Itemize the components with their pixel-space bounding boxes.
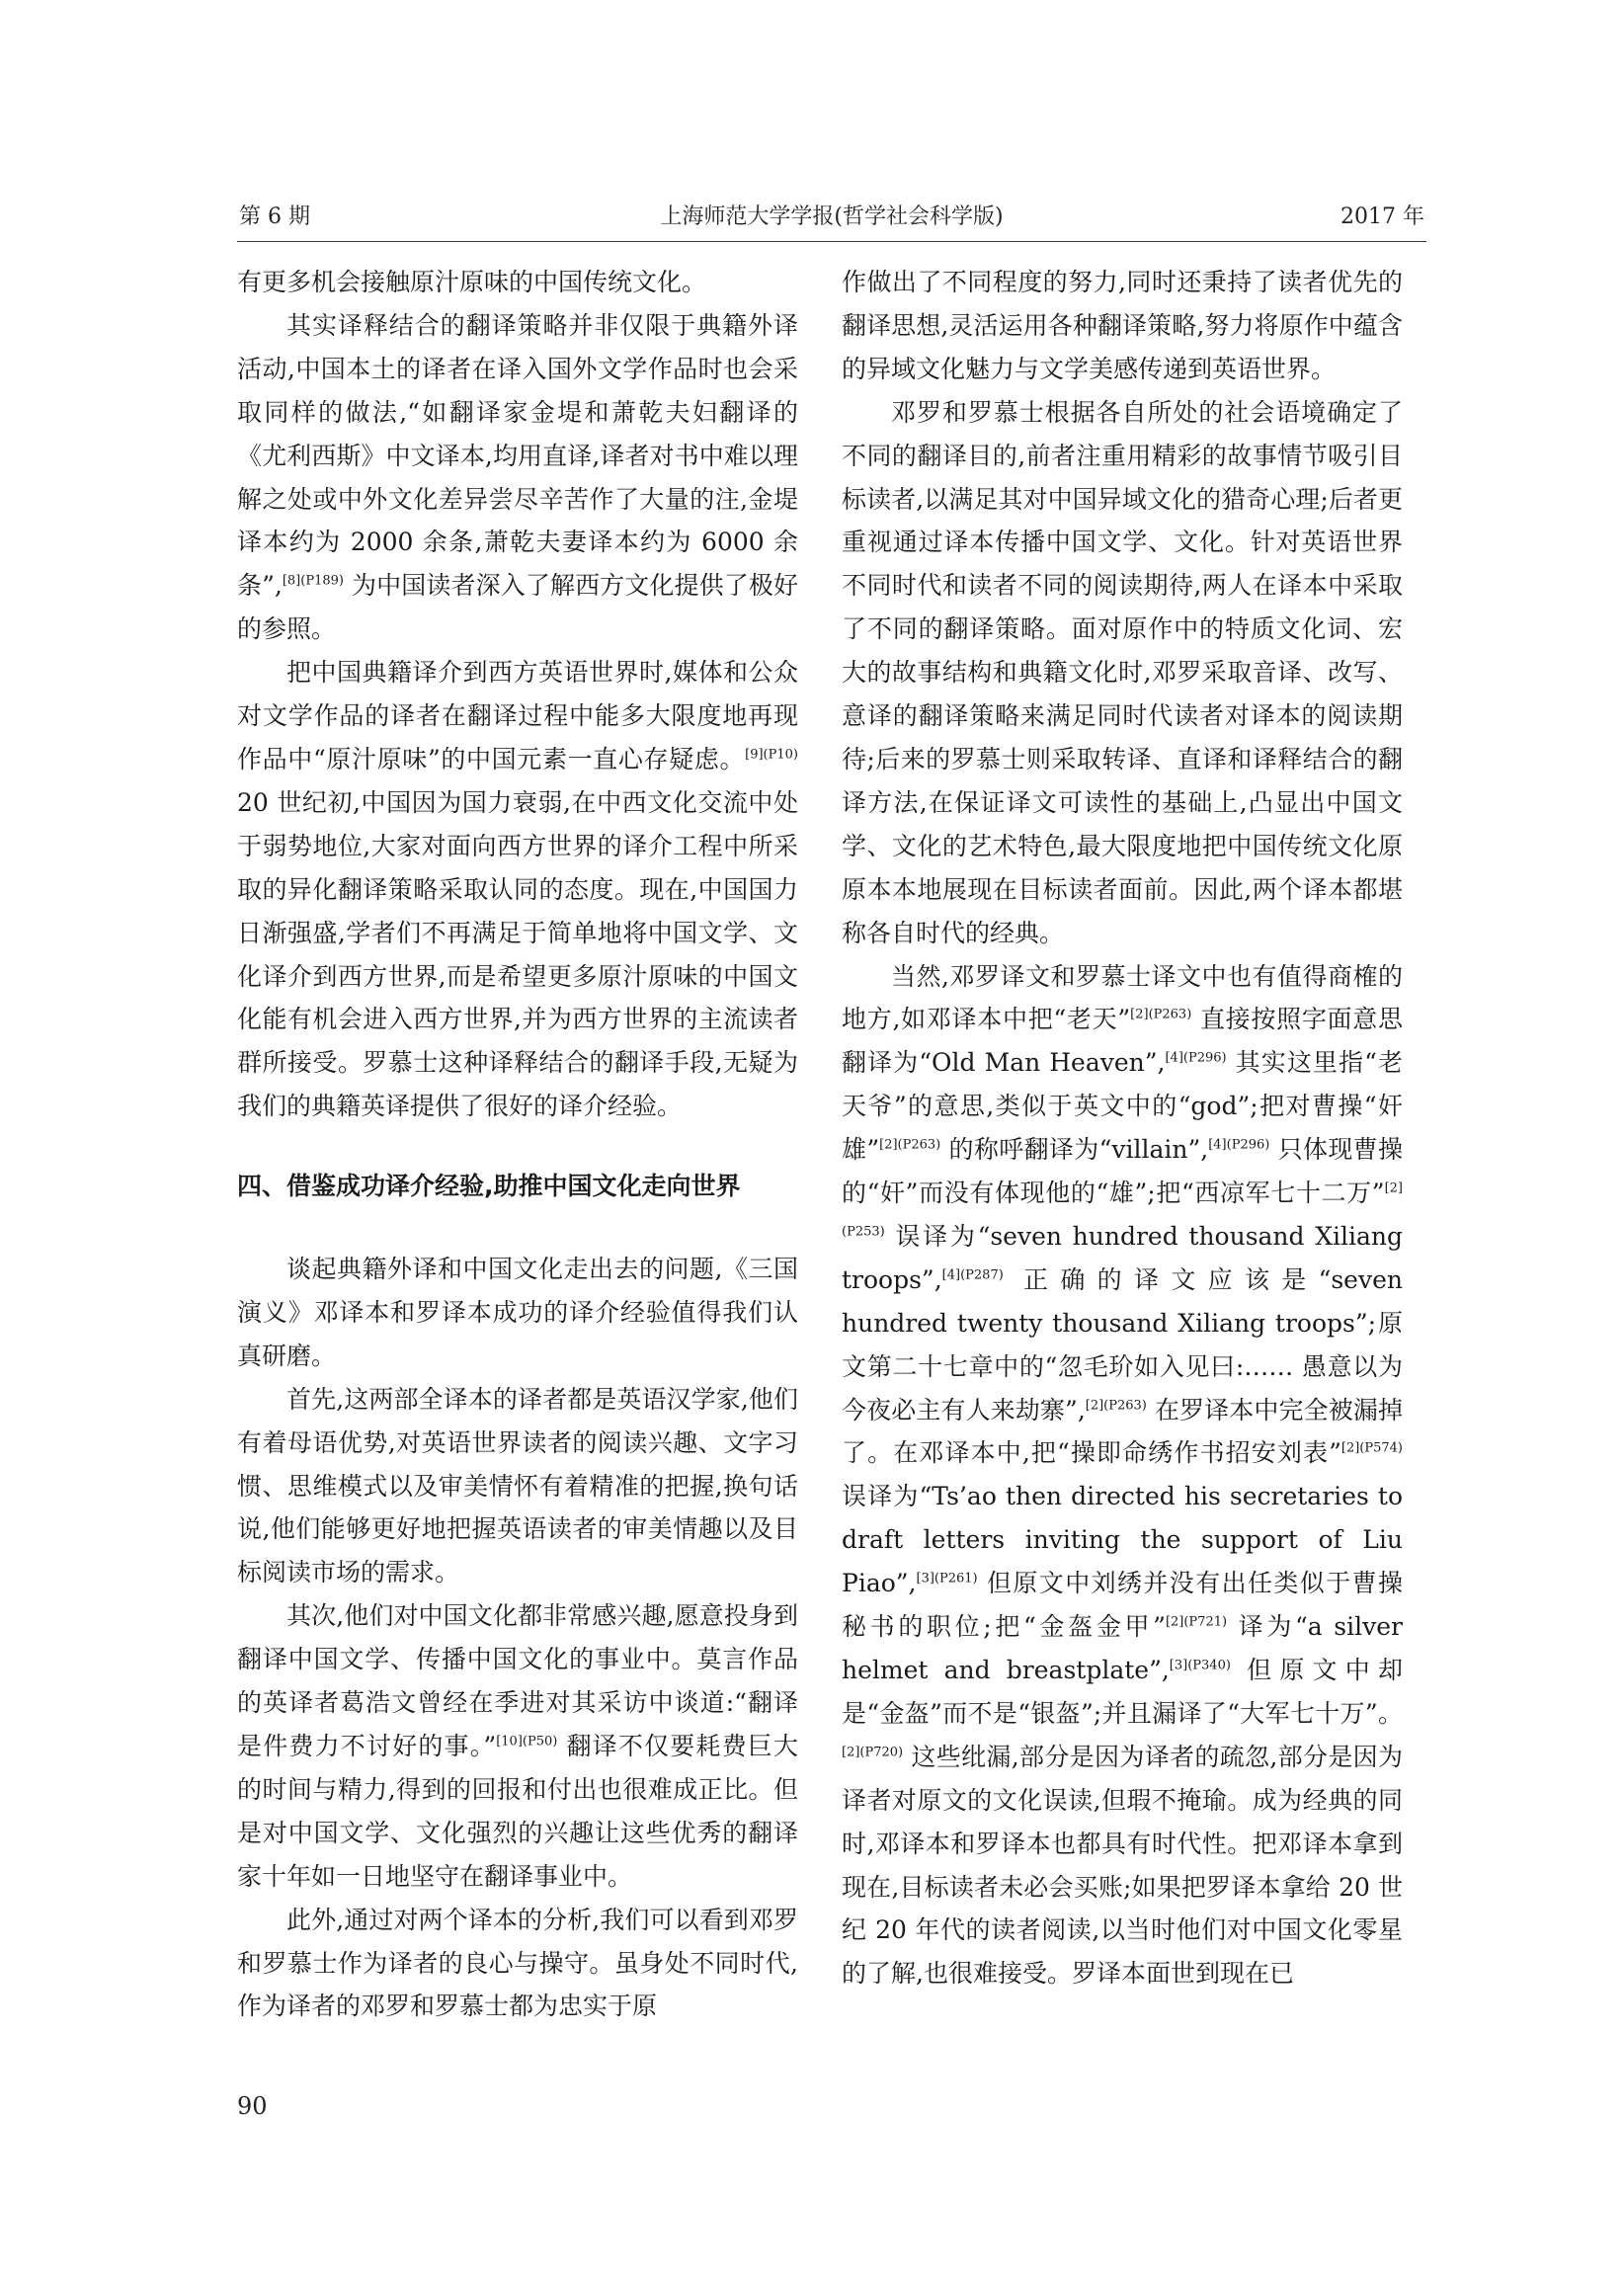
citation: [2](P263)	[879, 1137, 941, 1153]
citation: [2](P253)	[842, 1180, 1403, 1240]
paragraph-text: 误译为“Ts’ao then directed his secretaries to draft letters inviting the support of Liu Piao”,	[842, 1482, 1403, 1598]
paragraph-text: 但原文中刘绣并没有出任类似于曹操秘书的职位;把“金盔金甲”	[842, 1569, 1403, 1642]
citation: [2](P263)	[1085, 1398, 1147, 1414]
header-rule	[237, 241, 1426, 242]
paragraph-text: 其实译释结合的翻译策略并非仅限于典籍外译活动,中国本土的译者在译入国外文学作品时也会采取同样的做法,“如翻译家金堤和萧乾夫妇翻译的《尤利西斯》中文译本,均用直译,译者对书中难以理解之处或中外文化差异尝尽辛苦作了大量的注,金堤译本约为 2000 余条,萧乾夫妻译本约为 6000 余条”,	[237, 310, 798, 601]
left-column	[237, 261, 798, 2028]
paragraph-text: 在罗译本中完全被漏掉了。在邓译本中,把“操即命绣作书招安刘表”	[842, 1395, 1403, 1468]
paragraph-text: 为中国读者深入了解西方文化提供了极好的参照。	[237, 571, 798, 644]
citation: [3](P340)	[1169, 1658, 1231, 1673]
paragraph	[237, 304, 798, 651]
paragraph-text: 其实这里指“老天爷”的意思,类似于英文中的“god”;把对曹操“奸雄”	[842, 1048, 1403, 1165]
paragraph	[842, 955, 1403, 1996]
paragraph: 此外,通过对两个译本的分析,我们可以看到邓罗和罗慕士作为译者的良心与操守。虽身处不同时代,作为译者的邓罗和罗慕士都为忠实于原	[237, 1905, 798, 2021]
paragraph-text: 只体现曹操的“奸”而没有体现他的“雄”;把“西凉军七十二万”	[842, 1135, 1403, 1208]
citation: [3](P261)	[916, 1571, 978, 1586]
citation: [8](P189)	[282, 574, 344, 590]
journal-title: 上海师范大学学报(哲学社会科学版)	[660, 204, 1004, 229]
running-header	[237, 200, 1426, 229]
paragraph-text: 误译为“seven hundred thousand Xiliang troops”,	[842, 1221, 1403, 1294]
paragraph-text: 20 世纪初,中国因为国力衰弱,在中西文化交流中处于弱势地位,大家对面向西方世界的译介工程中所采取的异化翻译策略采取认同的态度。现在,中国国力日渐强盛,学者们不再满足于简单地将中国文学、文化译介到西方世界,而是希望更多原汁原味的中国文化能有机会进入西方世界,并为西方世界的主流读者群所接受。罗慕士这种译释结合的翻译手段,无疑为我们的典籍英译提供了很好的译介经验。	[237, 787, 798, 1121]
paragraph	[237, 1594, 798, 1898]
paragraph-text: 译为“a silver helmet and breastplate”,	[842, 1612, 1403, 1684]
paragraph: 有更多机会接触原汁原味的中国传统文化。	[237, 268, 707, 296]
paragraph-text: 翻译不仅要耗费巨大的时间与精力,得到的回报和付出也很难成正比。但是对中国文学、文化强烈的兴趣让这些优秀的翻译家十年如一日地坚守在翻译事业中。	[237, 1732, 798, 1891]
paragraph-text: 其次,他们对中国文化都非常感兴趣,愿意投身到翻译中国文学、传播中国文化的事业中。莫言作品的英译者葛浩文曾经在季进对其采访中谈道:“翻译是件费力不讨好的事。”	[237, 1601, 798, 1760]
paragraph: 谈起典籍外译和中国文化走出去的问题,《三国演义》邓译本和罗译本成功的译介经验值得我们认真研磨。	[237, 1255, 798, 1370]
paragraph: 邓罗和罗慕士根据各自所处的社会语境确定了不同的翻译目的,前者注重用精彩的故事情节吸引目标读者,以满足其对中国异域文化的猎奇心理;后者更重视通过译本传播中国文学、文化。针对英语世界不同时代和读者不同的阅读期待,两人在译本中采取了不同的翻译策略。面对原作中的特质文化词、宏大的故事结构和典籍文化时,邓罗采取音译、改写、意译的翻译策略来满足同时代读者对译本的阅读期待;后来的罗慕士则采取转译、直译和译释结合的翻译方法,在保证译文可读性的基础上,凸显出中国文学、文化的艺术特色,最大限度地把中国传统文化原原本本地展现在目标读者面前。因此,两个译本都堪称各自时代的经典。	[842, 397, 1403, 947]
citation: [4](P287)	[941, 1267, 1004, 1283]
publication-year: 2017 年	[1340, 204, 1424, 229]
right-column	[842, 261, 1403, 1995]
citation: [10](P50)	[496, 1734, 558, 1749]
citation: [2](P721)	[1165, 1614, 1228, 1630]
paragraph-text: 的称呼翻译为“villain”,	[940, 1135, 1209, 1165]
paragraph	[237, 651, 798, 1128]
paragraph-text: 直接按照字面意思翻译为“Old Man Heaven”,	[842, 1005, 1403, 1078]
paragraph-text: 正确的译文应该是“seven hundred twenty thousand Xiliang troops”;原文第二十七章中的“忽毛玠如入见曰:…… 愚意以为今夜必主有人来劫寨”,	[842, 1264, 1403, 1424]
paragraph-text: 当然,邓罗译文和罗慕士译文中也有值得商榷的地方,如邓译本中把“老天”	[842, 961, 1403, 1034]
paragraph: 作做出了不同程度的努力,同时还秉持了读者优先的翻译思想,灵活运用各种翻译策略,努力将原作中蕴含的异域文化魅力与文学美感传递到英语世界。	[842, 268, 1403, 383]
citation: [2](P574)	[1340, 1441, 1403, 1457]
paragraph-text: 但原文中却是“金盔”而不是“银盔”;并且漏译了“大军七十万”。	[842, 1656, 1403, 1728]
citation: [9](P10)	[745, 747, 798, 763]
section-heading: 四、借鉴成功译介经验,助推中国文化走向世界	[237, 1172, 741, 1201]
page-number: 90	[237, 2092, 268, 2120]
paragraph-text: 这些纰漏,部分是因为译者的疏忽,部分是因为译者对原文的文化误读,但瑕不掩瑜。成为经典的同时,邓译本和罗译本也都具有时代性。把邓译本拿到现在,目标读者未必会买账;如果把罗译本拿给 20 世纪 20 年代的读者阅读,以当时他们对中国文化零星的了解,也很难接受。罗译本面世到现在已	[842, 1742, 1403, 1989]
citation: [4](P296)	[1165, 1050, 1227, 1066]
paragraph: 首先,这两部全译本的译者都是英语汉学家,他们有着母语优势,对英语世界读者的阅读兴趣、文字习惯、思维模式以及审美情怀有着精准的把握,换句话说,他们能够更好地把握英语读者的审美情趣以及目标阅读市场的需求。	[237, 1384, 798, 1587]
issue-number: 第 6 期	[239, 204, 310, 229]
citation: [2](P720)	[842, 1745, 904, 1760]
paragraph-text: 把中国典籍译介到西方英语世界时,媒体和公众对文学作品的译者在翻译过程中能多大限度地再现作品中“原汁原味”的中国元素一直心存疑虑。	[237, 658, 798, 773]
citation: [2](P263)	[1130, 1008, 1192, 1023]
citation: [4](P296)	[1208, 1137, 1270, 1153]
